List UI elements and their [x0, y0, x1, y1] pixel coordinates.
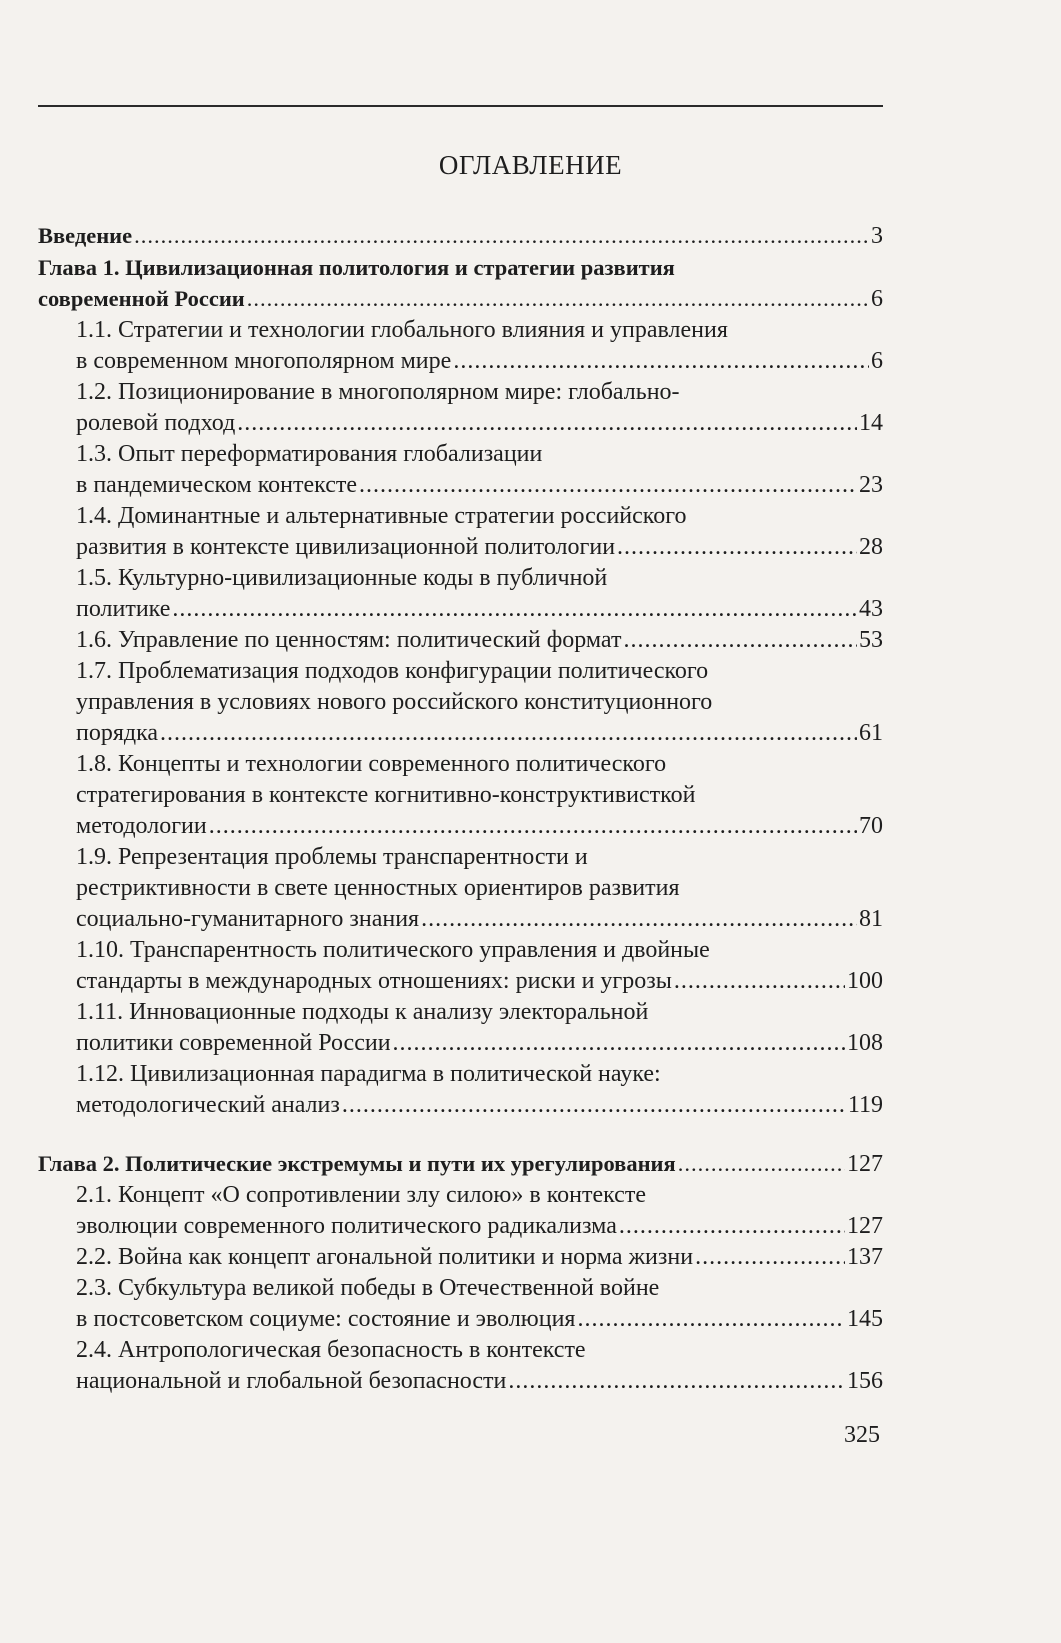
page-title: ОГЛАВЛЕНИЕ — [438, 150, 623, 180]
toc-page-number: 127 — [847, 1151, 883, 1177]
toc-section-entry — [38, 625, 883, 656]
toc-entry-line: 1.7. Проблематизация подходов конфигурации политического — [76, 658, 709, 684]
dot-leader — [695, 1242, 845, 1273]
dot-leader — [237, 408, 857, 439]
toc-entry-last-line — [76, 718, 883, 749]
toc-section-entry — [38, 1242, 883, 1273]
toc-page-number: 28 — [859, 534, 883, 560]
toc-entry-text: порядка — [76, 720, 159, 746]
toc-entry-last-line — [76, 966, 883, 997]
toc-entry-line: 1.9. Репрезентация проблемы транспарентности и — [76, 844, 588, 870]
toc-section-entry — [38, 1059, 883, 1121]
dot-leader — [421, 904, 857, 935]
toc-page-number: 145 — [847, 1306, 883, 1332]
toc-entry-text: политике — [76, 596, 171, 622]
toc-section-entry — [38, 1180, 883, 1242]
toc-entry-text: политики современной России — [76, 1030, 391, 1056]
toc-entry-line: 1.8. Концепты и технологии современного политического — [76, 751, 667, 777]
toc-entry-line: 1.2. Позиционирование в многополярном мире: глобально- — [76, 379, 680, 405]
header-rule — [38, 105, 883, 107]
toc-entry-line: рестриктивности в свете ценностных ориентиров развития — [76, 875, 680, 901]
toc-entry-line: 2.4. Антропологическая безопасность в контексте — [76, 1337, 586, 1363]
toc-entry-line: управления в условиях нового российского конституционного — [76, 689, 713, 715]
toc-entry-text: 2.2. Война как концепт агональной политики и норма жизни — [76, 1244, 694, 1270]
toc-page-number: 14 — [859, 410, 883, 436]
toc-page-number: 61 — [859, 720, 883, 746]
dot-leader — [617, 532, 857, 563]
toc-section-entry — [38, 1273, 883, 1335]
toc-page-number: 108 — [847, 1030, 883, 1056]
toc-page-number: 6 — [871, 286, 883, 312]
toc-entry-last-line — [76, 532, 883, 563]
toc-section-entry — [38, 997, 883, 1059]
toc-entry-last-line — [38, 220, 883, 252]
toc-entry-text: в пандемическом контексте — [76, 472, 357, 498]
toc-entry-text: Глава 2. Политические экстремумы и пути их урегулирования — [38, 1151, 676, 1176]
toc-entry-last-line — [76, 1028, 883, 1059]
toc-page-number: 43 — [859, 596, 883, 622]
toc-section-entry — [38, 842, 883, 935]
dot-leader — [577, 1304, 845, 1335]
toc-page-number: 100 — [847, 968, 883, 994]
toc-entry-line: 1.10. Транспарентность политического управления и двойные — [76, 937, 710, 963]
toc-section-entry — [38, 563, 883, 625]
dot-leader — [134, 220, 869, 251]
dot-leader — [674, 966, 845, 997]
toc-entry-last-line — [76, 594, 883, 625]
toc-chapter-entry — [38, 1148, 883, 1180]
dot-leader — [247, 283, 869, 314]
dot-leader — [678, 1148, 845, 1179]
toc-chapter-entry — [38, 220, 883, 252]
toc-page-number: 6 — [871, 348, 883, 374]
toc-entry-last-line — [76, 625, 883, 656]
toc-entry-line: 1.11. Инновационные подходы к анализу электоральной — [76, 999, 649, 1025]
dot-leader — [623, 625, 857, 656]
toc-entry-text: методологический анализ — [76, 1092, 340, 1118]
toc-entry-text: социально-гуманитарного знания — [76, 906, 420, 932]
toc-section-entry — [38, 439, 883, 501]
toc-entry-last-line — [76, 346, 883, 377]
table-of-contents — [38, 220, 883, 1397]
toc-entry-text: методологии — [76, 813, 207, 839]
toc-section-entry — [38, 935, 883, 997]
dot-leader — [359, 470, 857, 501]
toc-entry-line: 1.3. Опыт переформатирования глобализации — [76, 441, 543, 467]
toc-section-entry — [38, 1335, 883, 1397]
toc-page-number: 81 — [859, 906, 883, 932]
toc-page-number: 137 — [847, 1244, 883, 1270]
toc-entry-text: в постсоветском социуме: состояние и эволюция — [76, 1306, 576, 1332]
toc-entry-last-line — [76, 1090, 883, 1121]
toc-entry-line: 2.3. Субкультура великой победы в Отечественной войне — [76, 1275, 660, 1301]
toc-entry-text: национальной и глобальной безопасности — [76, 1368, 507, 1394]
toc-page-number: 127 — [847, 1213, 883, 1239]
toc-entry-line: 1.1. Стратегии и технологии глобального влияния и управления — [76, 317, 728, 343]
toc-entry-text: ролевой подход — [76, 410, 236, 436]
toc-section-entry — [38, 501, 883, 563]
toc-entry-text: развития в контексте цивилизационной политологии — [76, 534, 616, 560]
toc-entry-text: 1.6. Управление по ценностям: политический формат — [76, 627, 622, 653]
toc-entry-last-line — [76, 811, 883, 842]
toc-entry-last-line — [76, 1366, 883, 1397]
toc-entry-line: 1.5. Культурно-цивилизационные коды в публичной — [76, 565, 608, 591]
toc-entry-last-line — [38, 1148, 883, 1180]
toc-section-entry — [38, 749, 883, 842]
toc-section-entry — [38, 656, 883, 749]
dot-leader — [453, 346, 869, 377]
toc-page-number: 23 — [859, 472, 883, 498]
dot-leader — [160, 718, 857, 749]
toc-entry-last-line — [76, 1211, 883, 1242]
toc-entry-text: современной России — [38, 286, 245, 311]
toc-entry-text: Введение — [38, 223, 133, 248]
toc-entry-text: стандарты в международных отношениях: риски и угрозы — [76, 968, 672, 994]
toc-entry-last-line — [38, 283, 883, 315]
dot-leader — [209, 811, 857, 842]
page-number: 325 — [844, 1422, 880, 1448]
dot-leader — [342, 1090, 846, 1121]
toc-entry-text: эволюции современного политического радикализма — [76, 1213, 617, 1239]
dot-leader — [508, 1366, 845, 1397]
dot-leader — [393, 1028, 845, 1059]
toc-entry-text: в современном многополярном мире — [76, 348, 452, 374]
toc-entry-line: стратегирования в контексте когнитивно-конструктивисткой — [76, 782, 696, 808]
toc-section-entry — [38, 315, 883, 377]
toc-page-number: 119 — [847, 1092, 883, 1118]
toc-entry-line: Глава 1. Цивилизационная политология и стратегии развития — [38, 255, 675, 280]
toc-entry-last-line — [76, 1242, 883, 1273]
dot-leader — [619, 1211, 845, 1242]
toc-page-number: 3 — [871, 223, 883, 249]
toc-page-number: 156 — [847, 1368, 883, 1394]
toc-entry-line: 1.12. Цивилизационная парадигма в политической науке: — [76, 1061, 661, 1087]
dot-leader — [172, 594, 857, 625]
toc-entry-last-line — [76, 904, 883, 935]
toc-chapter-entry — [38, 252, 883, 315]
toc-entry-last-line — [76, 408, 883, 439]
toc-entry-last-line — [76, 470, 883, 501]
toc-entry-line: 1.4. Доминантные и альтернативные стратегии российского — [76, 503, 687, 529]
toc-page-number: 70 — [859, 813, 883, 839]
toc-section-entry — [38, 377, 883, 439]
toc-entry-line: 2.1. Концепт «О сопротивлении злу силою» в контексте — [76, 1182, 646, 1208]
toc-page-number: 53 — [859, 627, 883, 653]
toc-entry-last-line — [76, 1304, 883, 1335]
